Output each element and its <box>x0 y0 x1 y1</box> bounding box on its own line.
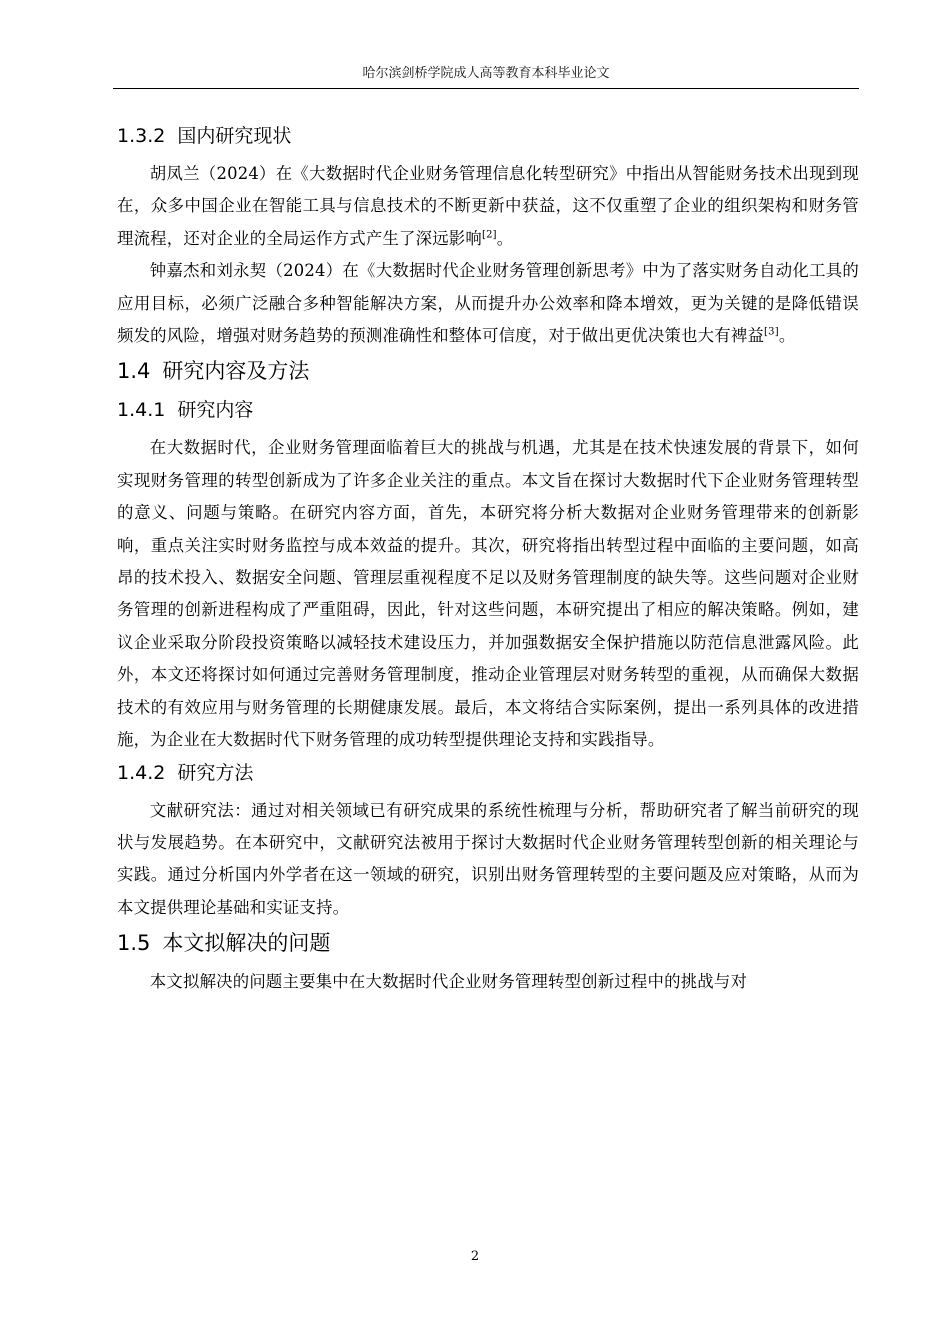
paragraph-research-method: 文献研究法：通过对相关领域已有研究成果的系统性梳理与分析，帮助研究者了解当前研究的现状与发展趋势。在本研究中，文献研究法被用于探讨大数据时代企业财务管理转型创新的相关理论与实践。通过分析国内外学者在这一领域的研究，识别出财务管理转型的主要问题及应对策略，从而为本文提供理论基础和实证支持。 <box>117 800 859 917</box>
header-rule <box>113 88 859 89</box>
heading-1-5 <box>117 926 859 960</box>
document-body <box>117 120 859 999</box>
paragraph-domestic-1 <box>117 158 859 255</box>
heading-title: 研究内容 <box>177 399 254 422</box>
paragraph-problems: 本文拟解决的问题主要集中在大数据时代企业财务管理转型创新过程中的挑战与对 <box>149 972 748 992</box>
heading-1-4-1 <box>117 394 859 426</box>
heading-1-3-2 <box>117 120 859 152</box>
paragraph-domestic-2 <box>117 255 859 352</box>
paragraph-tail: 。 <box>778 326 796 346</box>
heading-number: 1.4 <box>117 359 151 384</box>
paragraph-text: 钟嘉杰和刘永契（2024）在《大数据时代企业财务管理创新思考》中为了落实财务自动化工具的应用目标，必须广泛融合多种智能解决方案，从而提升办公效率和降本增效，更为关键的是降低错误频发的风险，增强对财务趋势的预测准确性和整体可信度，对于做出更优决策也大有裨益 <box>117 261 859 346</box>
heading-title: 研究方法 <box>177 761 254 784</box>
heading-number: 1.4.1 <box>117 399 166 422</box>
running-header: 哈尔滨剑桥学院成人高等教育本科毕业论文 <box>362 66 610 81</box>
heading-number: 1.4.2 <box>117 761 166 784</box>
heading-number: 1.5 <box>117 931 151 956</box>
heading-title: 研究内容及方法 <box>162 359 310 384</box>
heading-title: 国内研究现状 <box>177 125 292 147</box>
heading-1-4-2 <box>117 757 859 789</box>
heading-number: 1.3.2 <box>117 125 166 147</box>
citation: [3] <box>764 326 779 338</box>
paragraph-tail: 。 <box>496 228 514 248</box>
heading-1-4 <box>117 354 859 388</box>
citation: [2] <box>482 229 497 241</box>
page-number: 2 <box>470 1249 480 1264</box>
heading-title: 本文拟解决的问题 <box>162 931 331 956</box>
paragraph-research-content: 在大数据时代，企业财务管理面临着巨大的挑战与机遇，尤其是在技术快速发展的背景下，如何实现财务管理的转型创新成为了许多企业关注的重点。本文旨在探讨大数据时代下企业财务管理转型的意义、问题与策略。在研究内容方面，首先，本研究将分析大数据对企业财务管理带来的创新影响，重点关注实时财务监控与成本效益的提升。其次，研究将指出转型过程中面临的主要问题，如高昂的技术投入、数据安全问题、管理层重视程度不足以及财务管理制度的缺失等。这些问题对企业财务管理的创新进程构成了严重阻碍，因此，针对这些问题，本研究提出了相应的解决策略。例如，建议企业采取分阶段投资策略以减轻技术建设压力，并加强数据安全保护措施以防范信息泄露风险。此外，本文还将探讨如何通过完善财务管理制度，推动企业管理层对财务转型的重视，从而确保大数据技术的有效应用与财务管理的长期健康发展。最后，本文将结合实际案例，提出一系列具体的改进措施，为企业在大数据时代下财务管理的成功转型提供理论支持和实践指导。 <box>117 438 859 750</box>
paragraph-text: 胡凤兰（2024）在《大数据时代企业财务管理信息化转型研究》中指出从智能财务技术出现到现在，众多中国企业在智能工具与信息技术的不断更新中获益，这不仅重塑了企业的组织架构和财务管理流程，还对企业的全局运作方式产生了深远影响 <box>117 164 859 248</box>
